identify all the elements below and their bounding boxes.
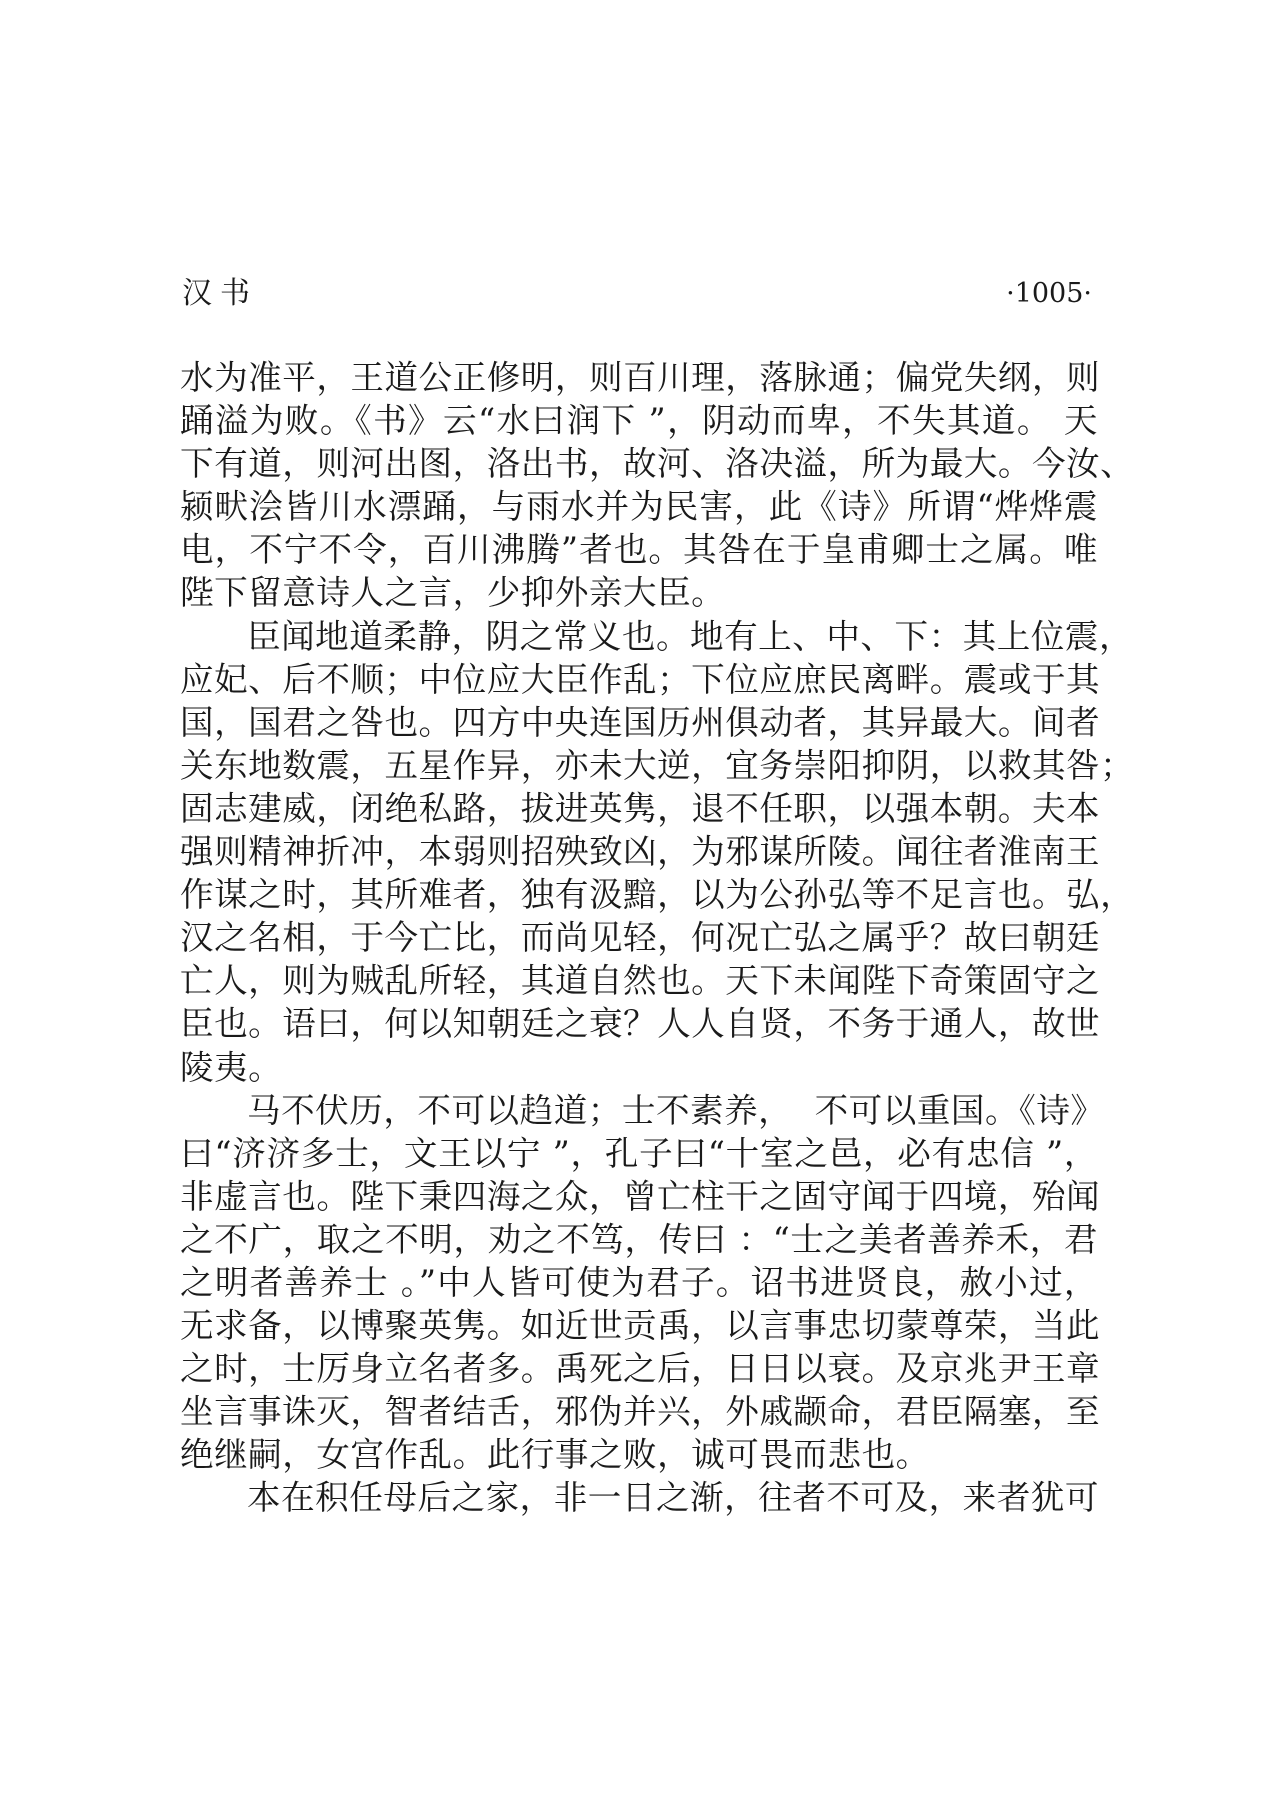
text-line: 非虚言也。陛下秉四海之众，曾亡柱干之固守闻于四境，殆闻 xyxy=(180,1176,1101,1216)
text-line: 之明者善养士 。”中人皆可使为君子。诏书进贤良，赦小过， xyxy=(180,1262,1098,1302)
book-title: 汉书 xyxy=(182,276,258,311)
text-line: 坐言事诛灭，智者结舌，邪伪并兴，外戚颛命，君臣隔塞，至 xyxy=(180,1392,1101,1432)
running-header xyxy=(182,272,1092,316)
text-line: 水为准平，王道公正修明，则百川理，落脉通；偏党失纲，则 xyxy=(180,358,1101,397)
text-line: 关东地数震，五星作异，亦未大逆，宜务崇阳抑阴，以救其咎； xyxy=(180,745,1135,785)
page-number: ·1005· xyxy=(1006,278,1092,309)
text-line: 亡人，则为贼乱所轻，其道自然也。天下未闻陛下奇策固守之 xyxy=(180,961,1101,1001)
text-line: 颍畎浍皆川水漂踊，与雨水并为民害，此《诗》所谓“烨烨震 xyxy=(180,487,1098,527)
text-line: 电，不宁不令，百川沸腾”者也。其咎在于皇甫卿士之属。唯 xyxy=(180,530,1098,570)
paragraph-start-line: 臣闻地道柔静，阴之常义也。地有上、中、下：其上位震， xyxy=(247,616,1134,656)
text-line: 固志建威，闭绝私路，拔进英隽，退不任职，以强本朝。夫本 xyxy=(180,788,1101,828)
text-line: 国，国君之咎也。四方中央连国历州俱动者，其异最大。间者 xyxy=(180,702,1101,742)
body-text xyxy=(180,356,1135,1520)
text-line: 臣也。语曰，何以知朝廷之衰？人人自贤，不务于通人，故世 xyxy=(180,1004,1101,1044)
text-line: 应妃、后不顺；中位应大臣作乱；下位应庶民离畔。震或于其 xyxy=(180,659,1101,699)
paragraph-start-line: 本在积任母后之家，非一日之渐，往者不可及，来者犹可 xyxy=(247,1478,1099,1518)
text-line: 曰“济济多士，文王以宁 ”，孔子曰“十室之邑，必有忠信 ”， xyxy=(180,1133,1098,1173)
text-line: 强则精神折冲，本弱则招殃致凶，为邪谋所陵。闻往者淮南王 xyxy=(180,832,1101,872)
text-line: 作谋之时，其所难者，独有汲黯，以为公孙弘等不足言也。弘， xyxy=(180,875,1135,915)
text-line: 绝继嗣，女宫作乱。此行事之败，诚可畏而悲也。 xyxy=(180,1435,930,1475)
text-line: 下有道，则河出图，洛出书，故河、洛决溢，所为最大。今汝、 xyxy=(180,444,1135,484)
text-line: 踊溢为败。《书》云“水曰润下 ”，阴动而卑，不失其道。 天 xyxy=(180,401,1098,441)
paragraph-start-line: 马不伏历，不可以趋道；士不素养， 不可以重国。《诗》 xyxy=(247,1090,1105,1130)
text-line: 无求备，以博聚英隽。如近世贡禹，以言事忠切蒙尊荣，当此 xyxy=(180,1306,1101,1346)
text-line: 陵夷。 xyxy=(180,1047,283,1087)
text-line: 陛下留意诗人之言，少抑外亲大臣。 xyxy=(180,573,726,613)
text-line: 之时，士厉身立名者多。禹死之后，日日以衰。及京兆尹王章 xyxy=(180,1349,1101,1389)
text-line: 之不广，取之不明，劝之不笃，传曰 ：“士之美者善养禾，君 xyxy=(180,1219,1098,1259)
text-line: 汉之名相，于今亡比，而尚见轻，何况亡弘之属乎？故曰朝廷 xyxy=(180,918,1101,958)
